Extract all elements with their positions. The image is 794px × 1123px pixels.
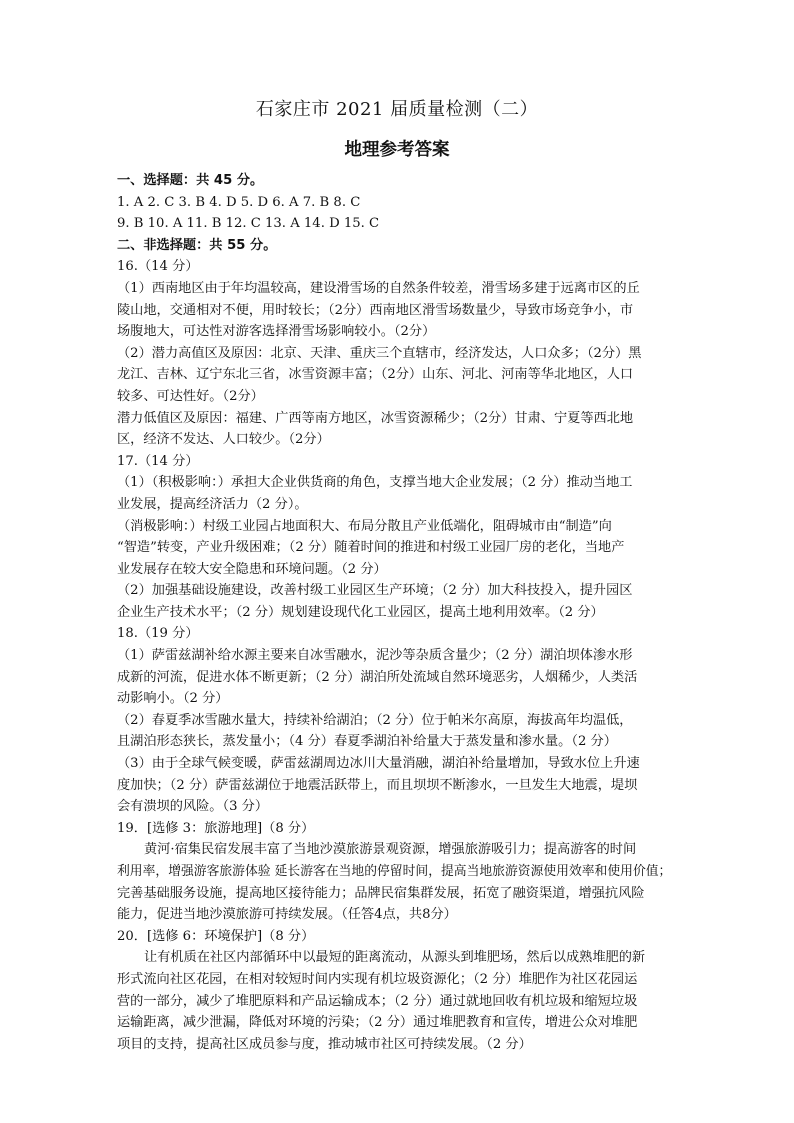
answer-line: （3）由于全球气候变暖，萨雷兹湖周边冰川大量消融，湖泊补给量增加，导致水位上升速 [117,756,640,772]
answer-line: 利用率，增强游客旅游体验 延长游客在当地的停留时间，提高当地旅游资源使用效率和使用价值； [117,864,672,879]
answer-line: （2）春夏季冰雪融水量大，持续补给湖泊；（2 分）位于帕米尔高原，海拔高年均温低， [117,712,633,728]
answer-line: 一、选择题：共 45 分。 [117,173,264,188]
answer-line: （1）（积极影响：）承担大企业供货商的角色，支撑当地大企业发展；（2 分）推动当地工 [117,475,633,491]
answer-line: 16.（14 分） [117,259,199,275]
answer-line: 动影响小。（2 分） [117,691,229,707]
answer-line: 项目的支持，提高社区成员参与度，推动城市社区可持续发展。（2 分） [117,1036,532,1052]
answer-line: 能力，促进当地沙漠旅游可持续发展。（任答4点，共8分） [117,907,457,923]
answer-line: （1）西南地区由于年均温较高，建设滑雪场的自然条件较差，滑雪场多建于远离市区的丘 [117,280,640,296]
answer-line: “智造”转变，产业升级困难；（2 分）随着时间的推进和村级工业园厂房的老化，当地产 [117,540,625,556]
answer-line: 18.（19 分） [117,626,199,642]
answer-line: 19．[选修 3：旅游地理]（8 分） [117,820,315,836]
answer-line: 业发展，提高经济活力（2 分）。 [117,496,308,512]
answer-line: 运输距离，减少泄漏，降低对环境的污染；（2 分）通过堆肥教育和宣传，增进公众对堆肥 [117,1015,638,1031]
answer-line: 潜力低值区及原因：福建、广西等南方地区，冰雪资源稀少；（2分）甘肃、宁夏等西北地 [117,410,634,426]
answer-line: 业发展存在较大安全隐患和环境问题。（2 分） [117,561,387,577]
answer-line: 形式流向社区花园，在相对较短时间内实现有机垃圾资源化；（2 分）堆肥作为社区花园运 [117,971,638,987]
answer-line: 龙江、吉林、辽宁东北三省，冰雪资源丰富；（2分）山东、河北、河南等华北地区，人口 [117,367,634,383]
answer-line: 会有溃坝的风险。（3 分） [117,799,269,815]
answer-line: （2）加强基础设施建设，改善村级工业园区生产环境；（2 分）加大科技投入，提升园区 [117,583,633,599]
answer-line: 黄河·宿集民宿发展丰富了当地沙漠旅游景观资源，增强旅游吸引力；提高游客的时间 [144,842,637,858]
answer-line: 区，经济不发达、人口较少。（2分） [117,432,330,448]
answer-line: （1）萨雷兹湖补给水源主要来自冰雪融水，泥沙等杂质含量少；（2 分）湖泊坝体渗水形 [117,648,633,664]
answer-line: 较多、可达性好。（2分） [117,388,264,404]
answer-line: 二、非选择题：共 55 分。 [117,237,277,253]
answer-line: 陵山地，交通相对不便，用时较长；（2分）西南地区滑雪场数量少，导致市场竞争小，市 [117,302,634,318]
doc-title: 石家庄市 2021 届质量检测（二） [255,99,539,120]
answer-line: 营的一部分，减少了堆肥原料和产品运输成本；（2 分）通过就地回收有机垃圾和缩短垃圾 [117,993,638,1009]
answer-line: （2）潜力高值区及原因：北京、天津、重庆三个直辖市，经济发达，人口众多；（2分）黑 [117,345,642,361]
answer-line: 让有机质在社区内部循环中以最短的距离流动，从源头到堆肥场，然后以成熟堆肥的新 [144,950,646,966]
answer-line: 17.（14 分） [117,453,199,469]
answer-line: 完善基础服务设施，提高地区接待能力；品牌民宿集群发展，拓宽了融资渠道，增强抗风险 [117,885,645,901]
answer-line: 企业生产技术水平；（2 分）规划建设现代化工业园区，提高土地利用效率。（2 分） [117,604,604,620]
answer-line: 1. A 2. C 3. B 4. D 5. D 6. A 7. B 8. C [117,194,361,210]
doc-subtitle: 地理参考答案 [344,140,450,160]
answer-line: 成新的河流，促进水体不断更新；（2 分）湖泊所处流域自然环境恶劣，人烟稀少，人类活 [117,669,638,685]
answer-line: （消极影响：）村级工业园占地面积大、布局分散且产业低端化，阻碍城市由“制造”向 [117,518,612,534]
answer-content [117,170,677,1055]
answer-line: 场腹地大，可达性对游客选择滑雪场影响较小。（2分） [117,324,436,340]
answer-line: 且湖泊形态狭长，蒸发量小；（4 分）春夏季湖泊补给量大于蒸发量和渗水量。（2 分） [117,734,617,750]
answer-line: 9. B 10. A 11. B 12. C 13. A 14. D 15. C [117,216,380,232]
answer-line: 度加快；（2 分）萨雷兹湖位于地震活跃带上，而且坝坝不断渗水，一旦发生大地震，堤坝 [117,777,638,793]
answer-line: 20．[选修 6：环境保护]（8 分） [117,928,315,944]
